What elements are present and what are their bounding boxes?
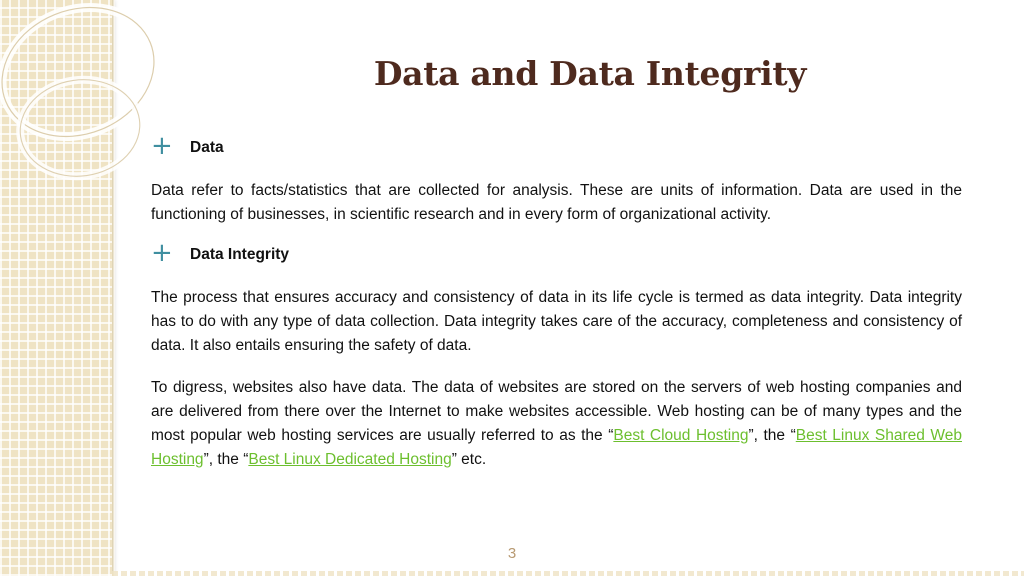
paragraph-text: ” etc. [451,451,487,468]
web-hosting-paragraph [151,376,962,472]
plus-icon: + [151,238,173,268]
best-linux-dedicated-hosting-link[interactable]: Best Linux Dedicated Hosting [248,451,452,468]
data-paragraph: Data refer to facts/statistics that are collected for analysis. These are units of information. Data are used in the functioning of businesses, in scientific research and in every form of organizational activity. [151,182,962,223]
decorative-bottom-strip [112,571,1024,576]
paragraph-text: ”, the “ [748,427,796,444]
bullet-data-integrity [151,238,962,269]
paragraph-text: To digress, websites also have data. The data of websites are stored on the servers of web hosting companies and are delivered from there over the Internet to make websites accessible. Web hosting can be of many types and the most popular web hosting services are usually referred to as the “ [151,379,962,444]
bullet-data [151,131,962,162]
bullet-label: Data [190,139,224,156]
slide-title: Data and Data Integrity [373,54,807,93]
page-number: 3 [507,545,517,562]
bullet-label: Data Integrity [190,246,290,263]
best-cloud-hosting-link[interactable]: Best Cloud Hosting [613,427,749,444]
best-linux-shared-web-hosting-link[interactable]: Best Linux Shared Web Hosting [151,427,962,468]
decorative-side-panel [0,0,112,576]
slide-content [151,131,962,472]
paragraph-text: ”, the “ [203,451,249,468]
data-integrity-paragraph: The process that ensures accuracy and consistency of data in its life cycle is termed as data integrity. Data integrity has to do with any type of data collection. Data integrity takes care of the accuracy, completeness and consistency of data. It also entails ensuring the safety of data. [151,289,962,354]
plus-icon: + [151,131,173,161]
side-panel-edge [112,0,115,576]
